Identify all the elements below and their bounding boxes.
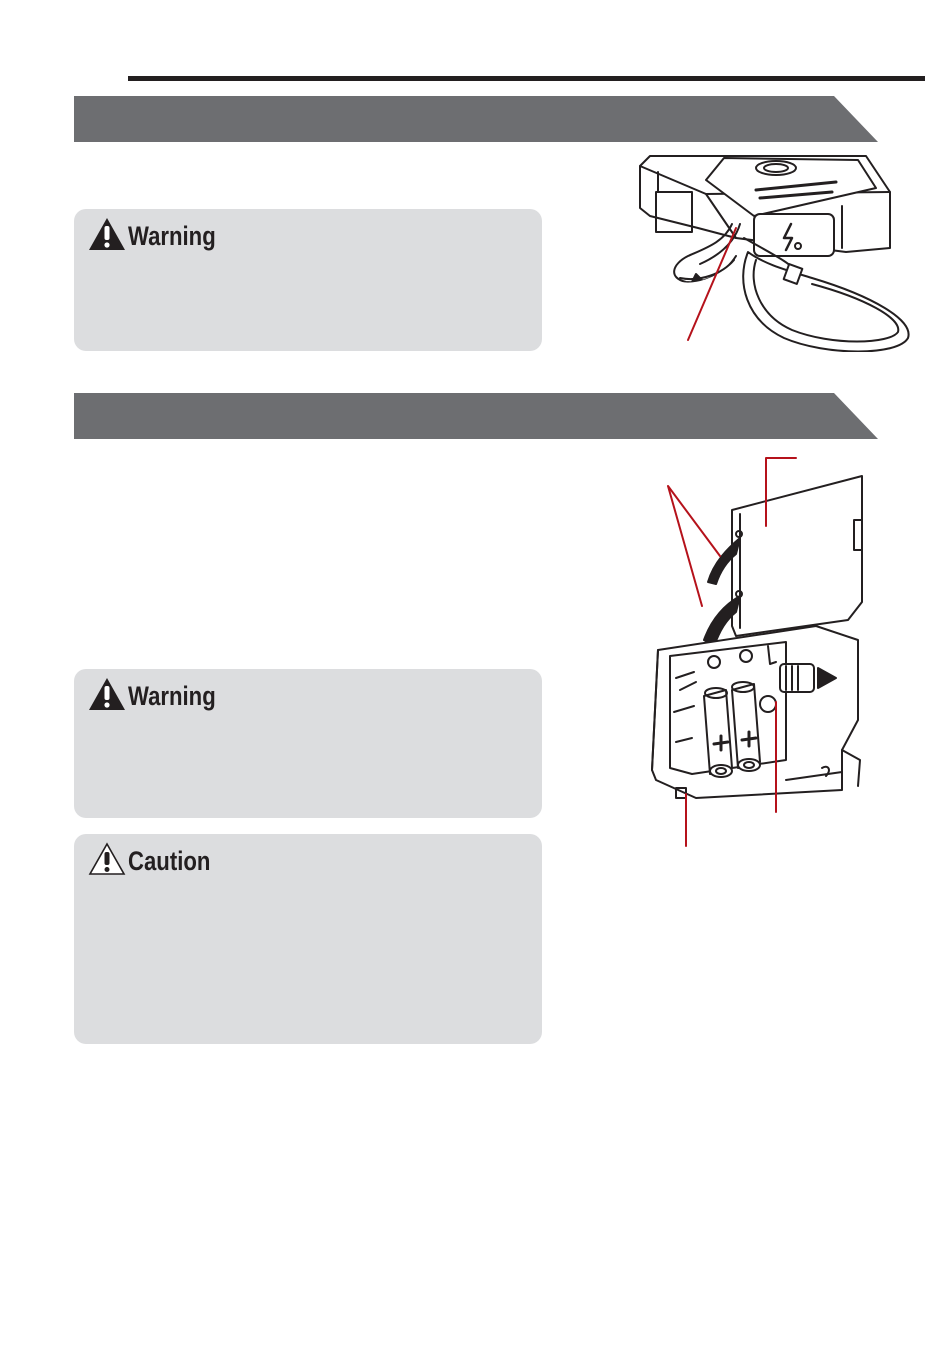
warning-filled-triangle-icon xyxy=(88,217,126,251)
warning-box-batteries xyxy=(74,669,542,818)
warning-title: Warning xyxy=(128,681,216,711)
battery-compartment-illustration xyxy=(636,450,876,855)
section-header-batteries xyxy=(74,393,878,439)
camera-strap-illustration xyxy=(636,152,916,357)
caution-outline-triangle-icon xyxy=(88,842,126,876)
caution-title: Caution xyxy=(128,846,211,876)
top-rule xyxy=(128,76,925,81)
warning-title: Warning xyxy=(128,221,216,251)
caution-box-batteries xyxy=(74,834,542,1044)
section-header-strap xyxy=(74,96,878,142)
warning-filled-triangle-icon xyxy=(88,677,126,711)
warning-box-strap xyxy=(74,209,542,351)
